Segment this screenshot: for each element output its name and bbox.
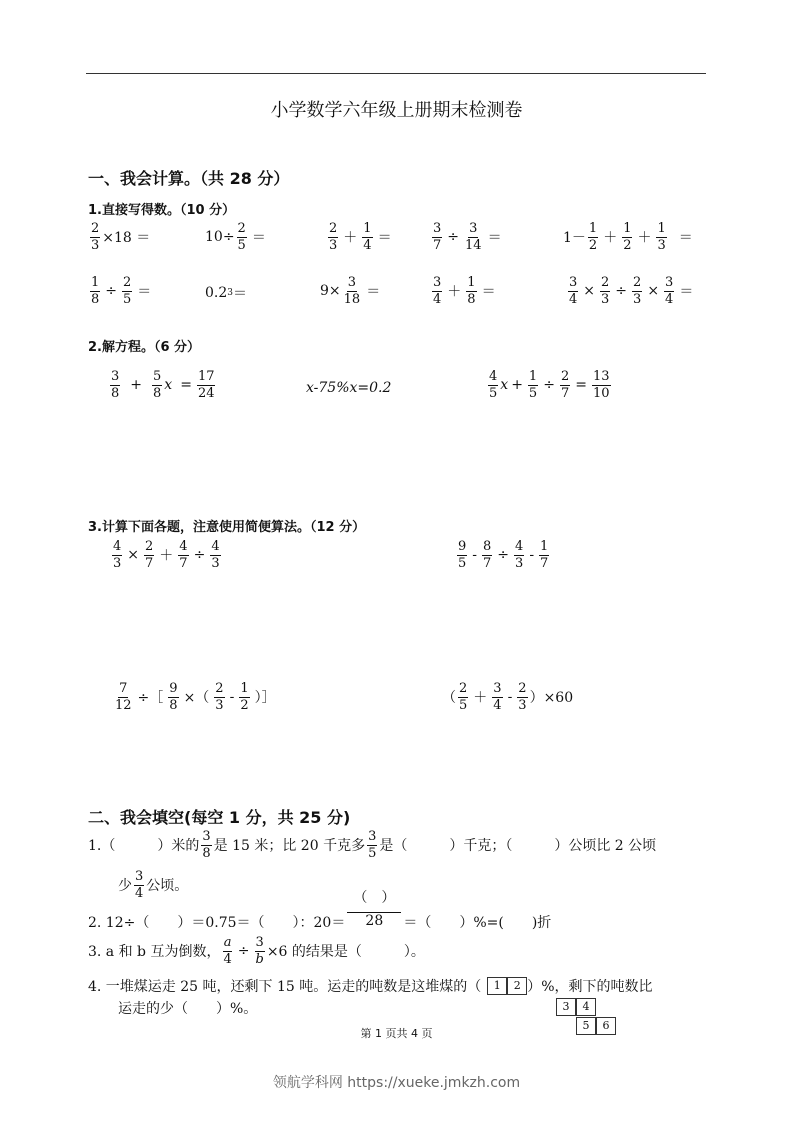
fill-q2: 2. 12÷（ ）＝0.75＝（ ）：20＝ $\frac{( )}{28}$ ＝（ ）%=( )折 bbox=[88, 890, 552, 931]
answer-box-row-2 bbox=[556, 995, 596, 1016]
page-number: 第 1 页共 4 页 bbox=[360, 1027, 433, 1040]
equation-1: $\frac{3}{8}$ + $\frac{5}{8}$ x = $\frac{17}{24}$ bbox=[111, 369, 215, 401]
answer-box-6: 6 bbox=[596, 1017, 616, 1035]
calc-r1-e: 1－ $\frac{1}{2}$ ＋ $\frac{1}{2}$ ＋ $\frac{1}{3}$ ＝ bbox=[563, 221, 693, 253]
part1-heading: 1.直接写得数。（10 分） bbox=[88, 203, 236, 218]
answer-box-2: 2 bbox=[507, 977, 527, 995]
fill-q4-line2: 运走的少（ ）%。 bbox=[118, 1001, 258, 1017]
answer-box-1: 1 bbox=[487, 977, 507, 995]
answer-box-3: 3 bbox=[556, 998, 576, 1016]
calc-r1-c: $\frac{2}{3}$ ＋ $\frac{1}{4}$ ＝ bbox=[329, 221, 392, 253]
equation-3: $\frac{4}{5}$ x + $\frac{1}{5}$ ÷ $\frac{2}{7}$ = $\frac{13}{10}$ bbox=[489, 369, 610, 401]
calc-r1-b: 10÷ $\frac{2}{5}$ ＝ bbox=[205, 221, 266, 253]
fill-q1-line2: 少 $\frac{3}{4}$ 公顷。 bbox=[118, 869, 189, 901]
page-title: 小学数学六年级上册期末检测卷 bbox=[270, 100, 523, 121]
answer-box-5: 5 bbox=[576, 1017, 596, 1035]
simplify-3: $\frac{7}{12}$ ÷［ $\frac{9}{8}$ ×（ $\frac{2}{3}$ - $\frac{1}{2}$ ）］ bbox=[115, 681, 276, 713]
calc-r2-e: $\frac{3}{4}$ × $\frac{2}{3}$ ÷ $\frac{2}{3}$ × $\frac{3}{4}$ ＝ bbox=[569, 275, 694, 307]
answer-box-4: 4 bbox=[576, 998, 596, 1016]
part2-heading: 2.解方程。（6 分） bbox=[88, 340, 201, 355]
calc-r1-d: $\frac{3}{7}$ ÷ $\frac{3}{14}$ ＝ bbox=[433, 221, 502, 253]
fill-q3: 3. a 和 b 互为倒数， $\frac{a}{4}$ ÷ $\frac{3}{b}$ ×6 的结果是（ ）。 bbox=[88, 935, 425, 967]
fill-q4-line1: 4. 一堆煤运走 25 吨，还剩下 15 吨。运走的吨数是这堆煤的（ 1 2 ） %，剩下的吨数比 bbox=[88, 979, 653, 995]
calc-r2-c: 9× $\frac{3}{18}$ ＝ bbox=[320, 275, 381, 307]
simplify-4: （ $\frac{2}{5}$ ＋ $\frac{3}{4}$ - $\frac{2}{3}$ ）×60 bbox=[442, 681, 574, 713]
equation-2: x-75%x=0.2 bbox=[306, 380, 392, 396]
section1-heading: 一、我会计算。（共 28 分） bbox=[88, 169, 290, 188]
calc-r1-a: $\frac{2}{3}$ ×18 ＝ bbox=[91, 221, 151, 253]
calc-r2-d: $\frac{3}{4}$ ＋ $\frac{1}{8}$ ＝ bbox=[433, 275, 496, 307]
part3-heading: 3.计算下面各题，注意使用简便算法。（12 分） bbox=[88, 520, 366, 535]
section2-heading: 二、我会填空(每空 1 分，共 25 分) bbox=[88, 808, 351, 827]
calc-r2-b: 0.2 3 ＝ bbox=[205, 285, 247, 302]
simplify-1: $\frac{4}{3}$ × $\frac{2}{7}$ ＋ $\frac{4}{7}$ ÷ $\frac{4}{3}$ bbox=[113, 539, 220, 571]
fill-q1-line1: 1.（ ）米的 $\frac{3}{8}$ 是 15 米；比 20 千克多 $\frac{3}{5}$ 是（ ）千克；（ ）公顷比 2 公顷 bbox=[88, 829, 657, 861]
simplify-2: $\frac{9}{5}$ - $\frac{8}{7}$ ÷ $\frac{4}{3}$ - $\frac{1}{7}$ bbox=[458, 539, 549, 571]
calc-r2-a: $\frac{1}{8}$ ÷ $\frac{2}{5}$ ＝ bbox=[91, 275, 152, 307]
top-rule bbox=[86, 73, 706, 74]
watermark-text: 领航学科网 https://xueke.jmkzh.com bbox=[272, 1075, 521, 1091]
